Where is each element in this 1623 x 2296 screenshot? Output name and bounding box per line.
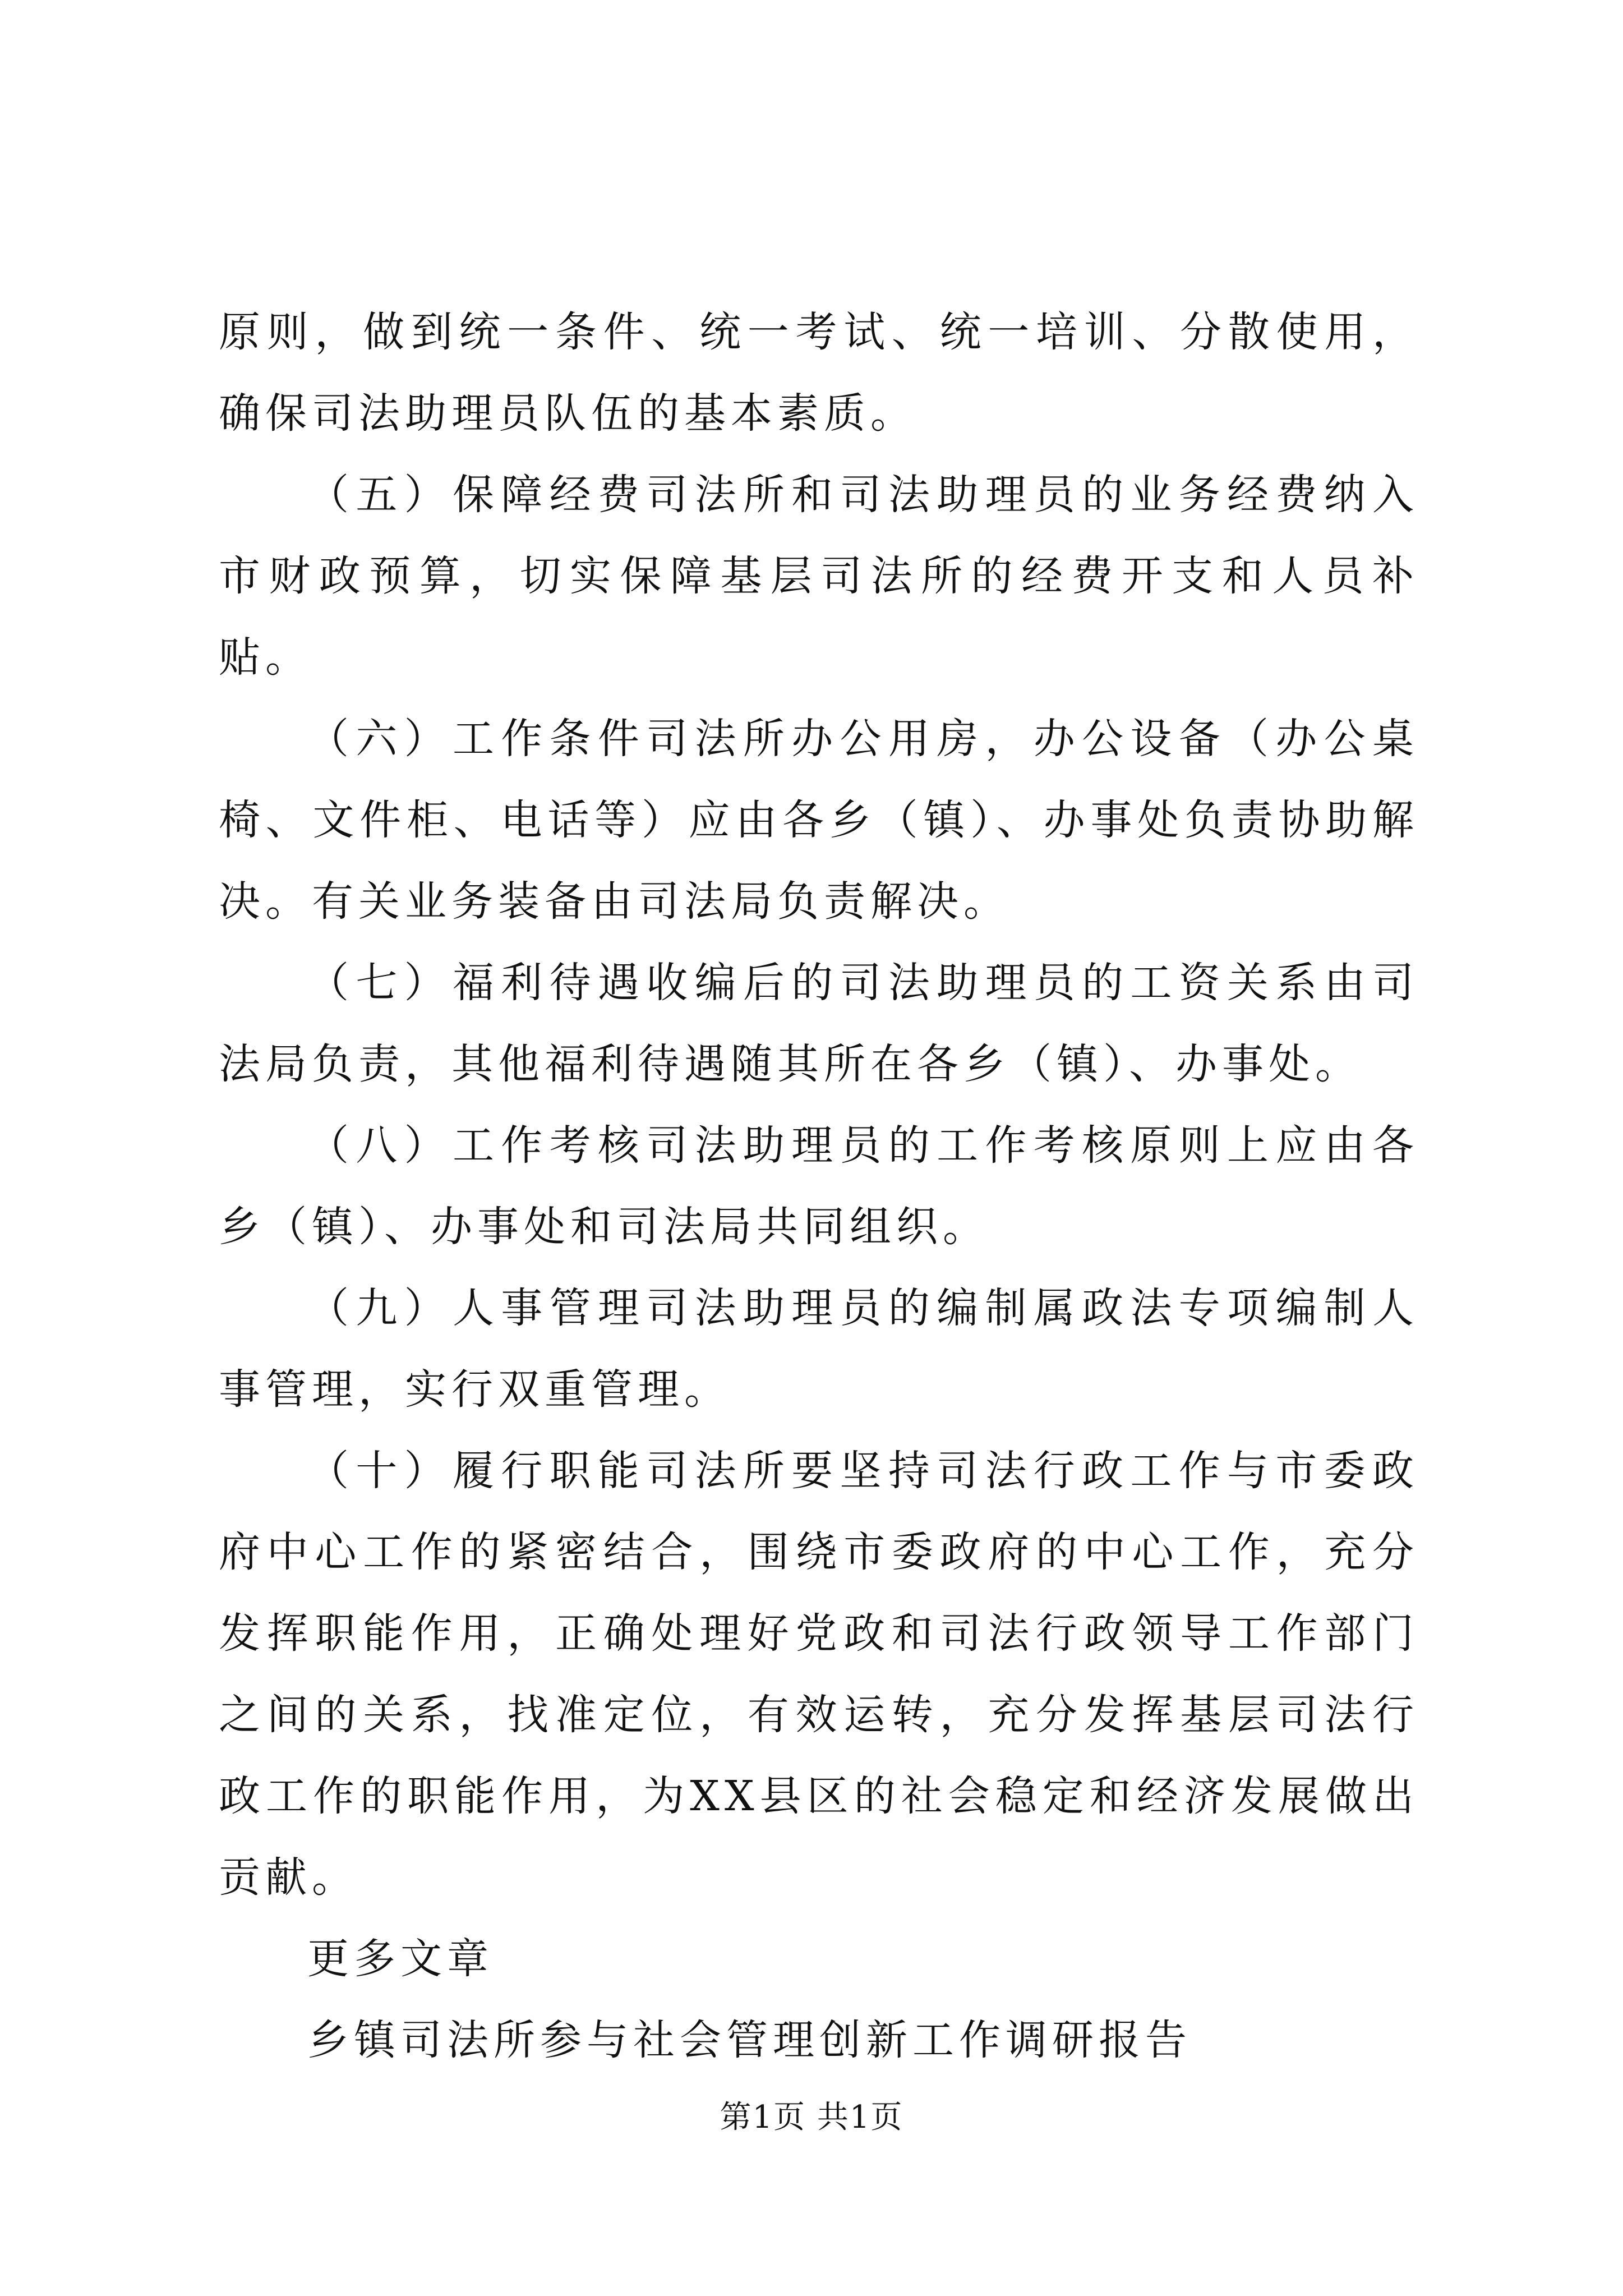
- paragraph-item-10: （十）履行职能司法所要坚持司法行政工作与市委政府中心工作的紧密结合，围绕市委政府的中心工作，充分发挥职能作用，正确处理好党政和司法行政领导工作部门之间的关系，找准定位，有效运转，充分发挥基层司法行政工作的职能作用，为XX县区的社会稳定和经济发展做出贡献。: [219, 1447, 1419, 1902]
- more-articles-label: 更多文章: [307, 1935, 494, 1983]
- document-body: [219, 292, 1419, 2081]
- paragraph-item-7: （七）福利待遇收编后的司法助理员的工资关系由司法局负责，其他福利待遇随其所在各乡（镇）、办事处。: [219, 959, 1419, 1088]
- paragraph-item-8: （八）工作考核司法助理员的工作考核原则上应由各乡（镇）、办事处和司法局共同组织。: [219, 1121, 1419, 1251]
- paragraph-item-9: （九）人事管理司法助理员的编制属政法专项编制人事管理，实行双重管理。: [219, 1284, 1419, 1414]
- paragraph-item-6: （六）工作条件司法所办公用房，办公设备（办公桌椅、文件柜、电话等）应由各乡（镇）、办事处负责协助解决。有关业务装备由司法局负责解决。: [219, 715, 1419, 926]
- related-article-title: 乡镇司法所参与社会管理创新工作调研报告: [307, 2016, 1192, 2064]
- paragraph-item-5: （五）保障经费司法所和司法助理员的业务经费纳入市财政预算，切实保障基层司法所的经费开支和人员补贴。: [219, 471, 1419, 682]
- paragraph-continuation: 原则，做到统一条件、统一考试、统一培训、分散使用，确保司法助理员队伍的基本素质。: [219, 308, 1419, 438]
- page-footer: 第1页 共1页: [720, 2099, 903, 2136]
